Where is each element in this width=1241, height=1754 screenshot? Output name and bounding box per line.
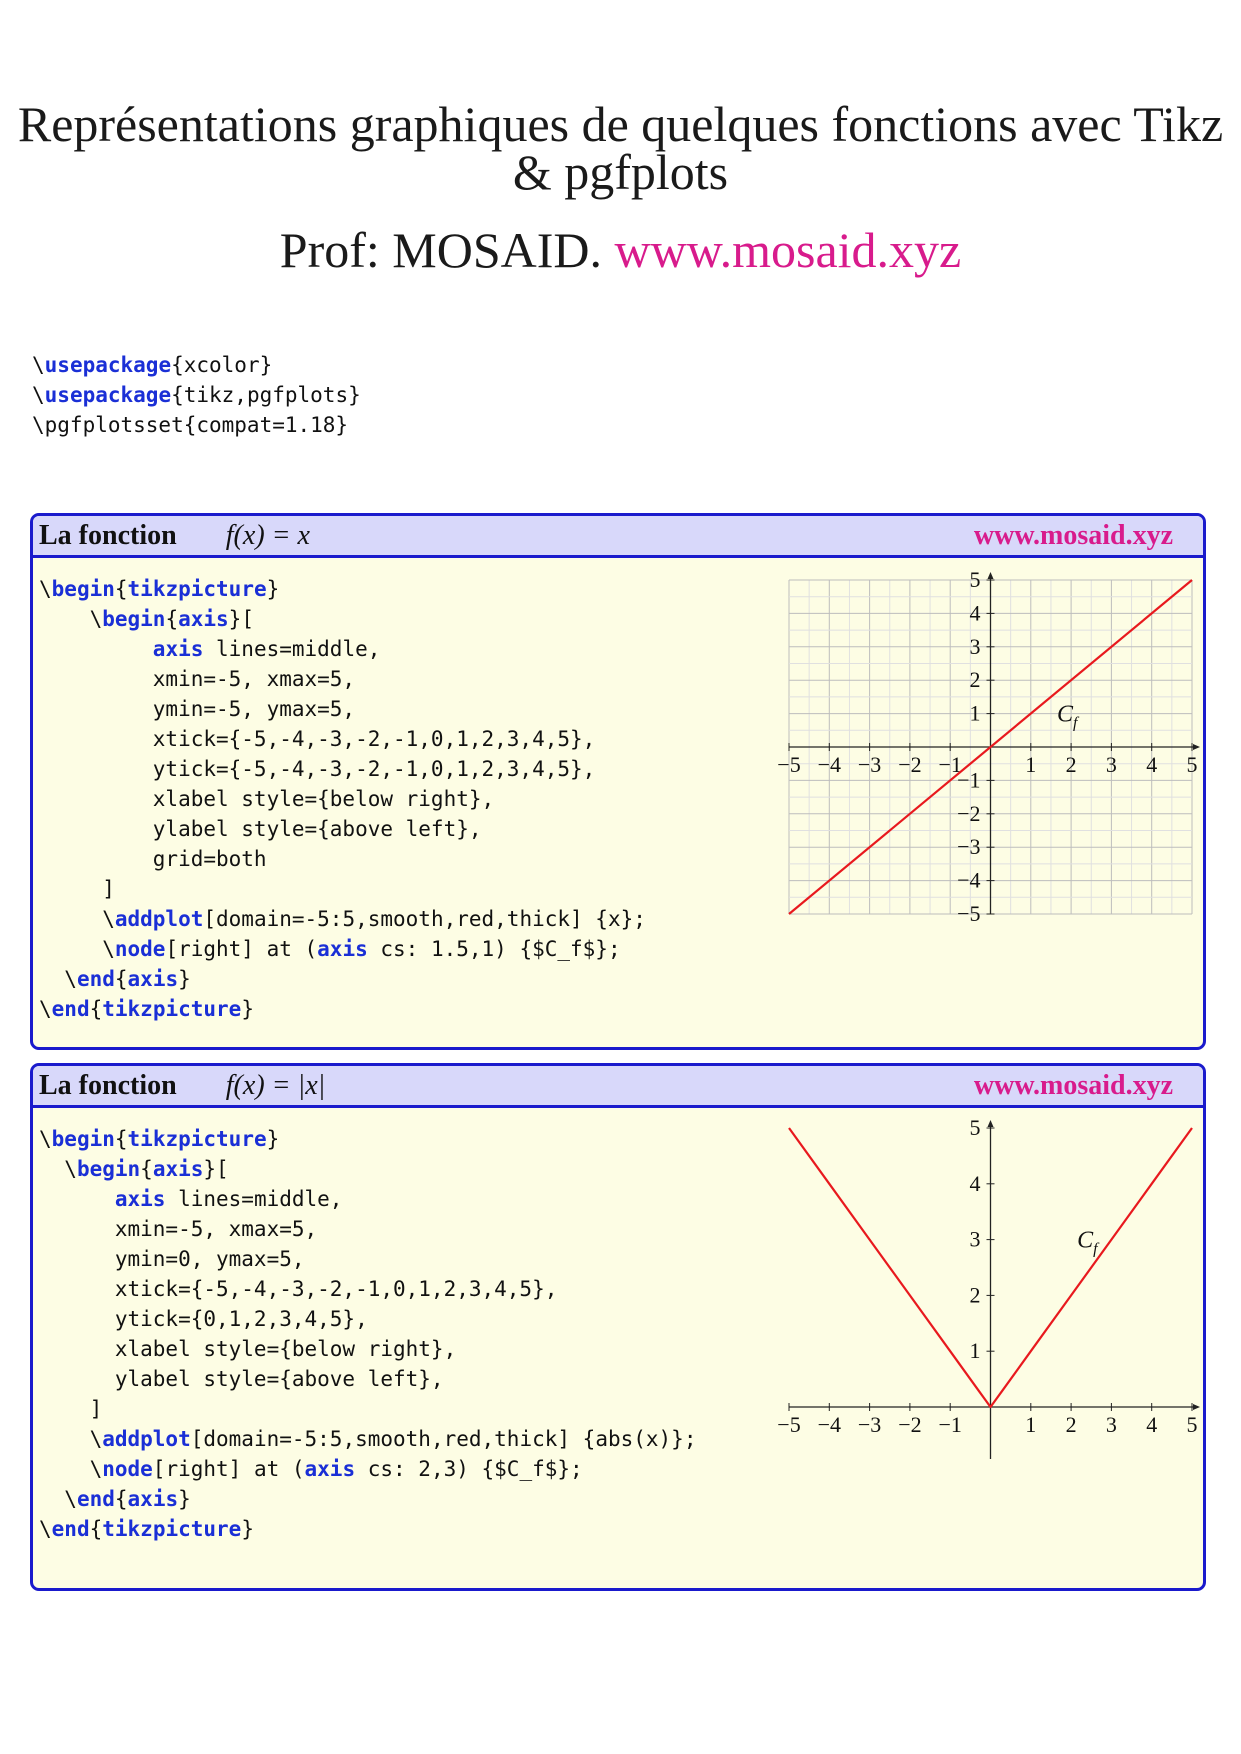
box-header — [33, 1066, 1203, 1108]
x-tick-label: 2 — [1065, 752, 1077, 777]
y-tick-label: 3 — [969, 1226, 981, 1252]
code-line: xmin=-5, xmax=5, — [39, 667, 356, 691]
box-website-link[interactable]: www.mosaid.xyz — [973, 1069, 1173, 1101]
x-tick-label: 4 — [1146, 1412, 1158, 1437]
author-line — [0, 222, 1241, 278]
code-line: grid=both — [39, 847, 267, 871]
box-formula: f(x) = x — [225, 519, 310, 551]
code-line: \begin{axis}[ — [39, 607, 254, 631]
function-box-identity — [30, 513, 1206, 1050]
code-line: \begin{tikzpicture} — [39, 577, 280, 601]
code-line: \begin{tikzpicture} — [39, 1127, 280, 1151]
x-tick-label: −1 — [938, 1412, 962, 1437]
code-line: \end{axis} — [39, 967, 191, 991]
y-tick-label: 4 — [969, 600, 981, 626]
code-line: xlabel style={below right}, — [39, 1337, 457, 1361]
code-line: \addplot[domain=-5:5,smooth,red,thick] {x}; — [39, 907, 646, 931]
y-tick-label: −1 — [957, 767, 981, 793]
code-line: ylabel style={above left}, — [39, 1367, 444, 1391]
x-tick-label: 4 — [1146, 752, 1158, 777]
y-tick-label: 5 — [969, 567, 981, 592]
code-line: \begin{axis}[ — [39, 1157, 229, 1181]
x-tick-label: 1 — [1025, 1412, 1037, 1437]
preamble-code — [32, 350, 361, 440]
x-tick-label: 5 — [1186, 752, 1198, 777]
code-line: xtick={-5,-4,-3,-2,-1,0,1,2,3,4,5}, — [39, 1277, 558, 1301]
x-tick-label: 5 — [1186, 1412, 1198, 1437]
x-tick-label: −5 — [777, 752, 801, 777]
x-tick-label: −2 — [898, 1412, 922, 1437]
code-line: ] — [39, 877, 115, 901]
function-box-absolute — [30, 1063, 1206, 1591]
box-website-link[interactable]: www.mosaid.xyz — [973, 519, 1173, 551]
box-header — [33, 516, 1203, 558]
author-website-link[interactable]: www.mosaid.xyz — [614, 222, 962, 278]
y-tick-label: 2 — [969, 667, 981, 693]
code-line: \end{tikzpicture} — [39, 997, 254, 1021]
code-line: \end{tikzpicture} — [39, 1517, 254, 1541]
curve-label: $C_f$ — [1056, 701, 1078, 732]
code-line: \end{axis} — [39, 1487, 191, 1511]
code-line: \node[right] at (axis cs: 2,3) {$C_f$}; — [39, 1457, 583, 1481]
y-tick-label: 5 — [969, 1115, 981, 1140]
code-line: axis lines=middle, — [152, 637, 381, 661]
y-tick-label: −2 — [957, 800, 981, 826]
y-tick-label: 1 — [969, 1338, 981, 1364]
code-line: \addplot[domain=-5:5,smooth,red,thick] {abs(x)}; — [39, 1427, 697, 1451]
code-line: xtick={-5,-4,-3,-2,-1,0,1,2,3,4,5}, — [39, 727, 596, 751]
author-name: Prof: MOSAID. — [279, 222, 603, 278]
code-line: ymin=0, ymax=5, — [39, 1247, 305, 1271]
x-tick-label: −3 — [857, 1412, 882, 1437]
curve-label: $C_f$ — [1077, 1227, 1098, 1258]
box-title: La fonction — [39, 1069, 177, 1101]
page-title: Représentations graphiques de quelques fonctions avec Tikz & pgfplots — [17, 96, 1224, 200]
y-tick-label: −5 — [957, 901, 981, 926]
y-tick-label: 1 — [969, 700, 981, 726]
x-tick-label: −4 — [817, 752, 842, 777]
code-line: ytick={-5,-4,-3,-2,-1,0,1,2,3,4,5}, — [39, 757, 596, 781]
code-line: ylabel style={above left}, — [39, 817, 482, 841]
box-title: La fonction — [39, 519, 177, 551]
x-tick-label: 2 — [1065, 1412, 1077, 1437]
box-formula: f(x) = |x| — [225, 1069, 326, 1101]
y-tick-label: 2 — [969, 1282, 981, 1308]
y-tick-label: 3 — [969, 633, 981, 659]
code-line: ymin=-5, ymax=5, — [39, 697, 356, 721]
x-tick-label: −5 — [777, 1412, 801, 1437]
code-line: xlabel style={below right}, — [39, 787, 495, 811]
code-line: ] — [39, 1397, 103, 1421]
code-listing — [39, 574, 646, 1024]
x-tick-label: −3 — [857, 752, 882, 777]
code-line: axis lines=middle, — [114, 1187, 343, 1211]
x-tick-label: 1 — [1025, 752, 1037, 777]
x-tick-label: −4 — [817, 1412, 842, 1437]
y-tick-label: −3 — [957, 834, 981, 860]
code-listing — [39, 1124, 696, 1544]
code-line: xmin=-5, xmax=5, — [39, 1217, 318, 1241]
x-tick-label: −1 — [938, 752, 962, 777]
x-tick-label: 3 — [1105, 1412, 1117, 1437]
code-line: \usepackage{tikz,pgfplots} — [32, 383, 361, 407]
code-line: \usepackage{xcolor} — [32, 353, 273, 377]
code-line: \node[right] at (axis cs: 1.5,1) {$C_f$}; — [39, 937, 621, 961]
x-tick-label: −2 — [898, 752, 922, 777]
y-tick-label: 4 — [969, 1170, 981, 1196]
code-line: \pgfplotsset{compat=1.18} — [32, 413, 349, 437]
x-tick-label: 3 — [1105, 752, 1117, 777]
code-line: ytick={0,1,2,3,4,5}, — [39, 1307, 368, 1331]
y-tick-label: −4 — [957, 867, 981, 893]
